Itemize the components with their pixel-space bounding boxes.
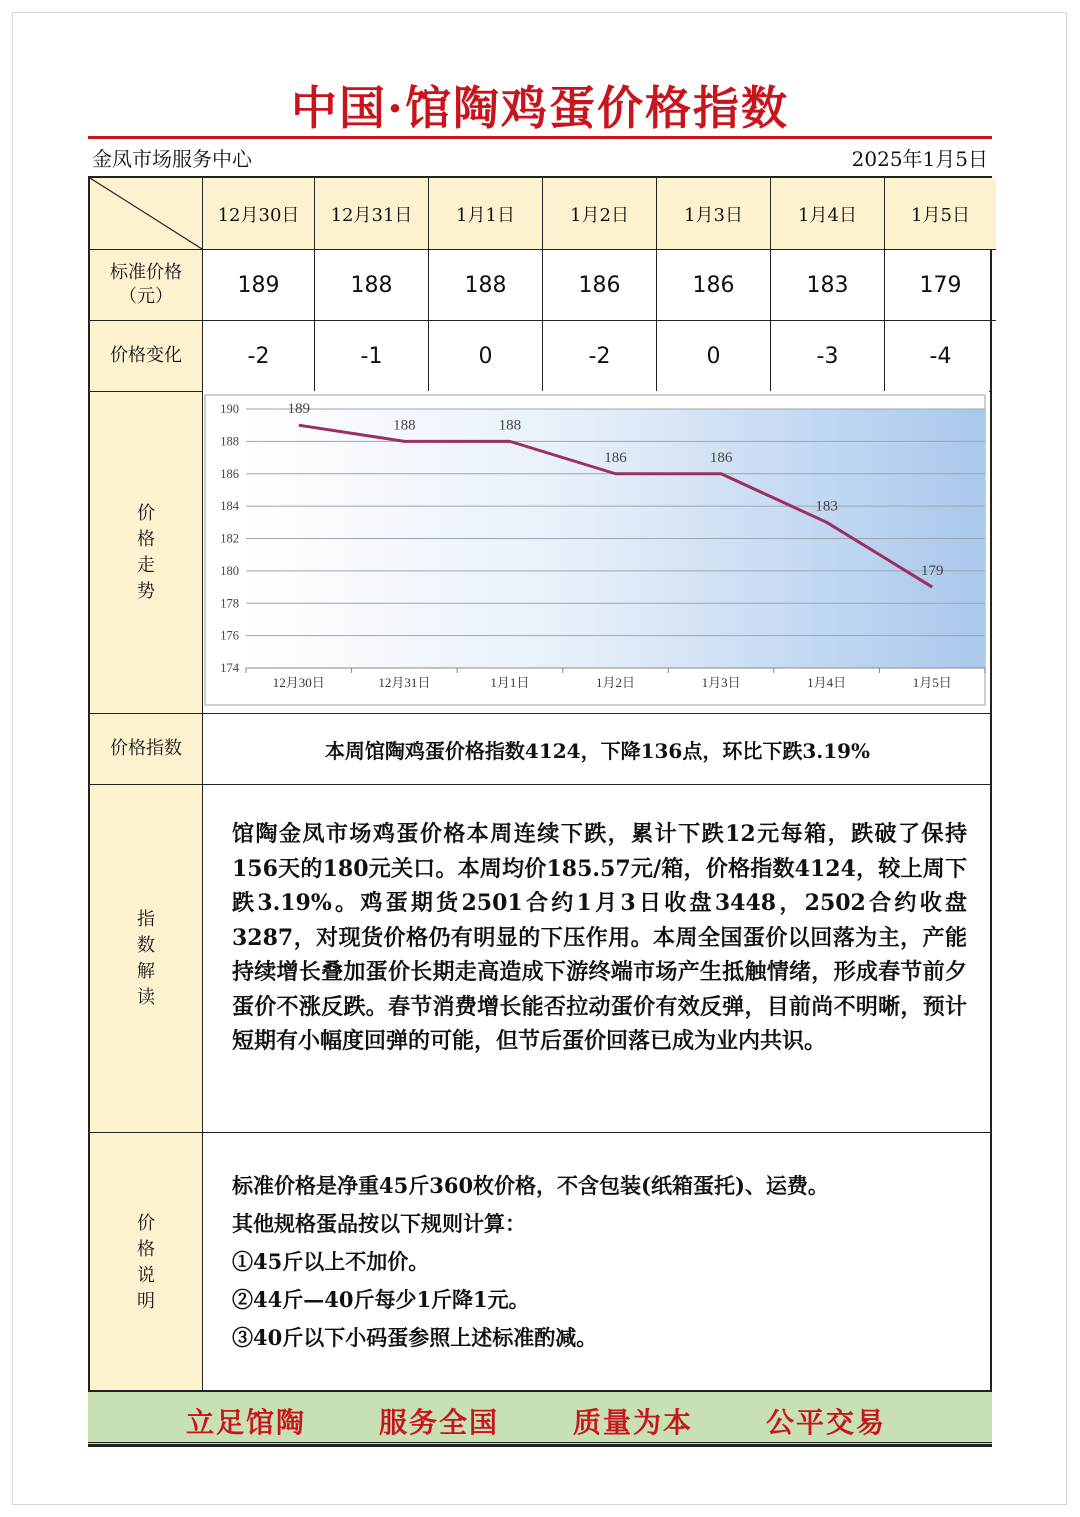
interp-row-label-cell (90, 784, 202, 1132)
y-tick-label: 188 (220, 434, 239, 449)
change-row-label: 价格变化 (90, 320, 202, 391)
index-row-label: 价格指数 (90, 713, 202, 784)
interpretation-text: 馆陶金凤市场鸡蛋价格本周连续下跌，累计下跌12元每箱，跌破了保持156天的180元关口。本周均价185.57元/箱，价格指数4124，较上周下跌3.19%。鸡蛋期货2501合约1月3日收盘3448，2502合约收盘3287，对现货价格仍有明显的下压作用。本周全国蛋价以回落为主，产能持续增长叠加蛋价长期走高造成下游终端市场产生抵触情绪，形成春节前夕蛋价不涨反跌。春节消费增长能否拉动蛋价有效反弹，目前尚不明晰，预计短期有小幅度回弹的可能，但节后蛋价回落已成为业内共识。 (232, 821, 967, 1054)
y-tick-label: 182 (220, 531, 239, 546)
corner-cell (90, 178, 202, 249)
report-date: 2025年1月5日 (851, 147, 988, 171)
date-header: 12月30日 (202, 178, 314, 249)
price-cell: 186 (656, 249, 770, 320)
title-divider (88, 136, 992, 139)
price-trend-chart (203, 391, 989, 709)
price-cell: 189 (202, 249, 314, 320)
x-tick-label: 1月2日 (595, 675, 636, 690)
data-label: 179 (920, 563, 944, 580)
price-cell: 183 (770, 249, 884, 320)
date-header: 1月1日 (428, 178, 542, 249)
change-cell: 0 (428, 320, 542, 391)
y-tick-label: 186 (220, 466, 239, 481)
change-cell: -1 (314, 320, 428, 391)
data-label: 189 (287, 401, 311, 418)
change-cell: -3 (770, 320, 884, 391)
date-header: 12月31日 (314, 178, 428, 249)
interp-row-label: 指 数 解 读 (137, 908, 155, 1008)
organization-name: 金凤市场服务中心 (92, 147, 252, 171)
note-line: ②44斤—40斤每少1斤降1元。 (232, 1287, 530, 1312)
price-cell: 188 (428, 249, 542, 320)
trend-row-label-cell (90, 391, 202, 713)
y-tick-label: 174 (220, 661, 239, 675)
x-tick-label: 1月5日 (912, 675, 952, 690)
x-tick-label: 12月31日 (378, 675, 431, 690)
slogan-3: 质量为本 (573, 1406, 694, 1439)
date-header: 1月5日 (884, 178, 996, 249)
slogan-4: 公平交易 (766, 1406, 887, 1439)
change-cell: -4 (884, 320, 996, 391)
y-tick-label: 176 (220, 628, 239, 643)
y-tick-label: 180 (220, 563, 239, 578)
note-line: ①45斤以上不加价。 (232, 1249, 430, 1274)
page-title: 中国·馆陶鸡蛋价格指数 (290, 81, 789, 135)
slogan-1: 立足馆陶 (186, 1406, 307, 1439)
price-cell: 186 (542, 249, 656, 320)
price-notes (232, 1167, 972, 1357)
y-tick-label: 190 (220, 402, 239, 416)
note-line: 标准价格是净重45斤360枚价格，不含包装(纸箱蛋托)、运费。 (232, 1173, 829, 1198)
change-cell: -2 (202, 320, 314, 391)
change-cell: 0 (656, 320, 770, 391)
price-cell: 179 (884, 249, 996, 320)
change-cell: -2 (542, 320, 656, 391)
data-label: 186 (604, 449, 627, 466)
x-tick-label: 1月1日 (490, 675, 530, 690)
y-tick-label: 178 (220, 596, 239, 611)
y-tick-label: 184 (220, 499, 239, 514)
slogan-2: 服务全国 (379, 1406, 500, 1439)
x-tick-label: 1月4日 (807, 675, 847, 690)
data-label: 186 (709, 449, 733, 466)
index-summary: 本周馆陶鸡蛋价格指数4124，下降136点，环比下跌3.19% (202, 713, 992, 784)
date-header: 1月3日 (656, 178, 770, 249)
note-line: 其他规格蛋品按以下规则计算： (232, 1211, 526, 1236)
price-trend-svg (203, 391, 989, 709)
notes-row-label: 价 格 说 明 (137, 1212, 155, 1312)
date-header: 1月4日 (770, 178, 884, 249)
x-tick-label: 1月3日 (701, 675, 741, 690)
data-label: 188 (498, 417, 522, 434)
footer-slogan-bar (88, 1390, 992, 1445)
corner-diagonal (90, 178, 202, 249)
notes-row-label-cell (90, 1132, 202, 1392)
x-tick-label: 12月30日 (272, 675, 325, 690)
trend-row-label: 价 格 走 势 (137, 502, 155, 602)
price-cell: 188 (314, 249, 428, 320)
data-label: 188 (393, 417, 416, 434)
note-line: ③40斤以下小码蛋参照上述标准酌减。 (232, 1325, 598, 1350)
date-header: 1月2日 (542, 178, 656, 249)
price-row-label: 标准价格 （元） (90, 249, 202, 320)
data-label: 183 (815, 498, 838, 515)
